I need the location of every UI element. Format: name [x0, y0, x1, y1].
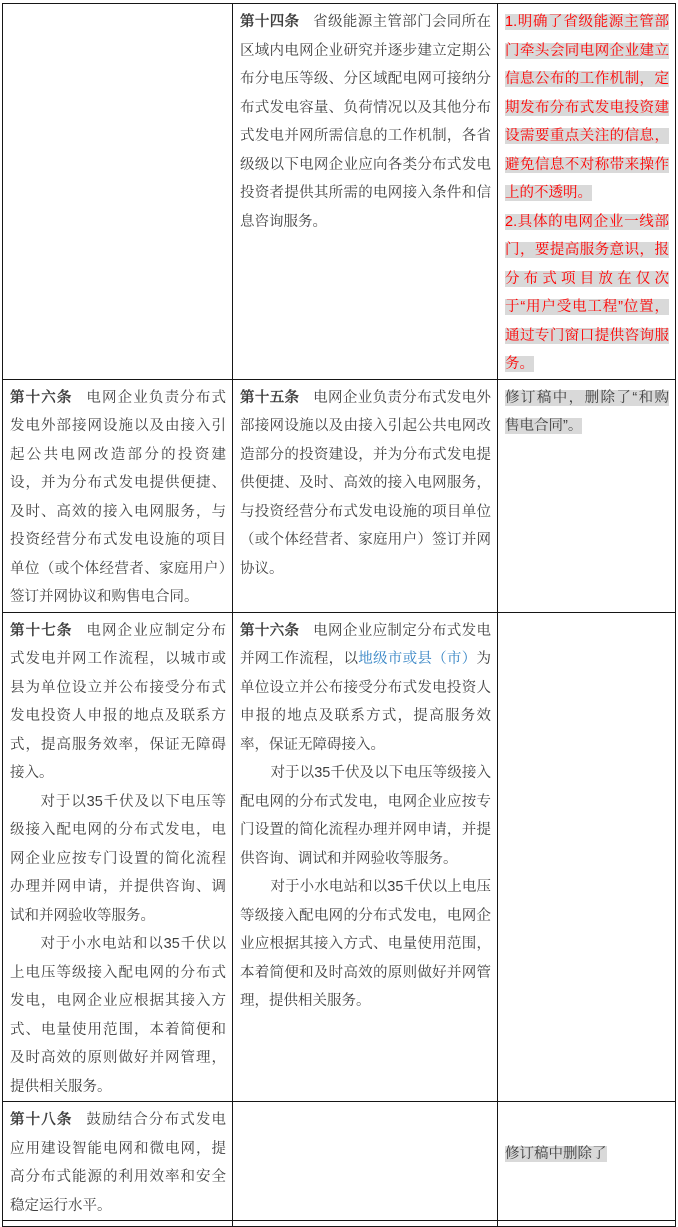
- article-number: 第十五条: [240, 389, 300, 406]
- article-paragraph: [10, 384, 226, 612]
- article-body: 电网企业负责分布式发电外部接网设施以及由接入引起公共电网改造部分的投资建设，并为分布式发电提供便捷、及时、高效的接入电网服务，与投资经营分布式发电设施的项目单位（或个体经营者、家庭用户）签订并网协议。: [240, 389, 492, 577]
- comment-paragraph: [505, 1140, 669, 1169]
- comment-paragraph: [505, 8, 669, 208]
- article-body: 对于以35千伏及以下电压等级接入配电网的分布式发电，电网企业应按专门设置的简化流程办理并网申请，并提供咨询、调试和并网验收等服务。: [10, 793, 226, 924]
- table-row-partial: [3, 1221, 676, 1227]
- article-body: 对于小水电站和以35千伏以上电压等级接入配电网的分布式发电，电网企业应根据其接入方式、电量使用范围，本着简便和及时高效的原则做好并网管理，提供相关服务。: [240, 879, 491, 1009]
- cell-comment-row1: [498, 4, 676, 380]
- article-body: 电网企业应制定分布式发电并网工作流程，以: [240, 622, 492, 667]
- cell-original-row1: [3, 4, 233, 380]
- article-body: 对于以35千伏及以下电压等级接入配电网的分布式发电，电网企业应按专门设置的简化流程办理并网申请，并提供咨询、调试和并网验收等服务。: [240, 765, 491, 867]
- article-number: 第十六条: [240, 622, 300, 639]
- cell-revised-row2: [233, 379, 498, 612]
- article-paragraph: [10, 788, 226, 931]
- comment-text: 1.明确了省级能源主管部门牵头会同电网企业建立信息公布的工作机制，定期发布分布式发电投资建设需要重点关注的信息，避免信息不对称带来操作上的不透明。: [505, 14, 669, 201]
- cell-original-row2: [3, 379, 233, 612]
- article-paragraph: [10, 930, 226, 1101]
- cell-revised-row4: [233, 1102, 498, 1221]
- cell-comment-row4: [498, 1102, 676, 1221]
- cell-original-row4: [3, 1102, 233, 1221]
- cell-comment-row2: [498, 379, 676, 612]
- cell-comment-row3: [498, 612, 676, 1102]
- comment-text: 修订稿中删除了: [505, 1145, 607, 1162]
- revised-blue-text: 地级市或县（市）: [358, 651, 477, 667]
- table-row: [3, 379, 676, 612]
- article-body: 为单位设立并公布接受分布式发电投资人申报的地点及联系方式，提高服务效率，保证无障碍接入。: [240, 651, 491, 753]
- comparison-table: [2, 3, 676, 1227]
- comment-paragraph: [505, 384, 669, 441]
- article-body: 对于小水电站和以35千伏以上电压等级接入配电网的分布式发电，电网企业应根据其接入方式、电量使用范围，本着简便和及时高效的原则做好并网管理，提供相关服务。: [10, 936, 226, 1095]
- article-paragraph: [240, 8, 491, 236]
- cell-revised-row1: [233, 4, 498, 380]
- cell-revised-row5: [233, 1221, 498, 1227]
- comment-text: 2.具体的电网企业一线部门，要提高服务意识，报分布式项目放在仅次于“用户受电工程”位置，通过专门窗口提供咨询服务。: [505, 213, 669, 372]
- cell-original-row3: [3, 612, 233, 1102]
- table-row: [3, 4, 676, 380]
- table-row: [3, 1102, 676, 1221]
- article-number: 第十七条: [10, 622, 73, 639]
- table-row: [3, 612, 676, 1102]
- comment-text: 修订稿中，删除了“和购售电合同”。: [505, 389, 669, 434]
- article-body: 电网企业负责分布式发电外部接网设施以及由接入引起公共电网改造部分的投资建设，并为分布式发电提供便捷、及时、高效的接入电网服务，与投资经营分布式发电设施的项目单位（或个体经营者、家庭用户）签订并网协议和购售电合同。: [10, 389, 226, 605]
- article-body: 省级能源主管部门会同所在区域内电网企业研究并逐步建立定期公布分电压等级、分区域配电网可接纳分布式发电容量、负荷情况以及其他分布式发电并网所需信息的工作机制，各省级级以下电网企业应向各类分布式发电投资者提供其所需的电网接入条件和信息咨询服务。: [240, 14, 492, 230]
- article-paragraph: [240, 617, 491, 760]
- article-paragraph: [10, 1106, 226, 1220]
- cell-revised-row3: [233, 612, 498, 1102]
- cell-original-row5: [3, 1221, 233, 1227]
- article-paragraph: [240, 384, 491, 584]
- cell-comment-row5: [498, 1221, 676, 1227]
- article-number: 第十六条: [10, 389, 73, 406]
- article-paragraph: [240, 873, 491, 1016]
- comment-paragraph: [505, 208, 669, 379]
- article-body: 鼓励结合分布式发电应用建设智能电网和微电网，提高分布式能源的利用效率和安全稳定运行水平。: [10, 1112, 226, 1214]
- article-number: 第十四条: [240, 14, 300, 30]
- article-paragraph: [10, 617, 226, 788]
- article-body: 电网企业应制定分布式发电并网工作流程，以城市或县为单位设立并公布接受分布式发电投资人申报的地点及联系方式，提高服务效率，保证无障碍接入。: [10, 622, 226, 781]
- article-number: 第十八条: [10, 1112, 73, 1128]
- article-paragraph: [240, 759, 491, 873]
